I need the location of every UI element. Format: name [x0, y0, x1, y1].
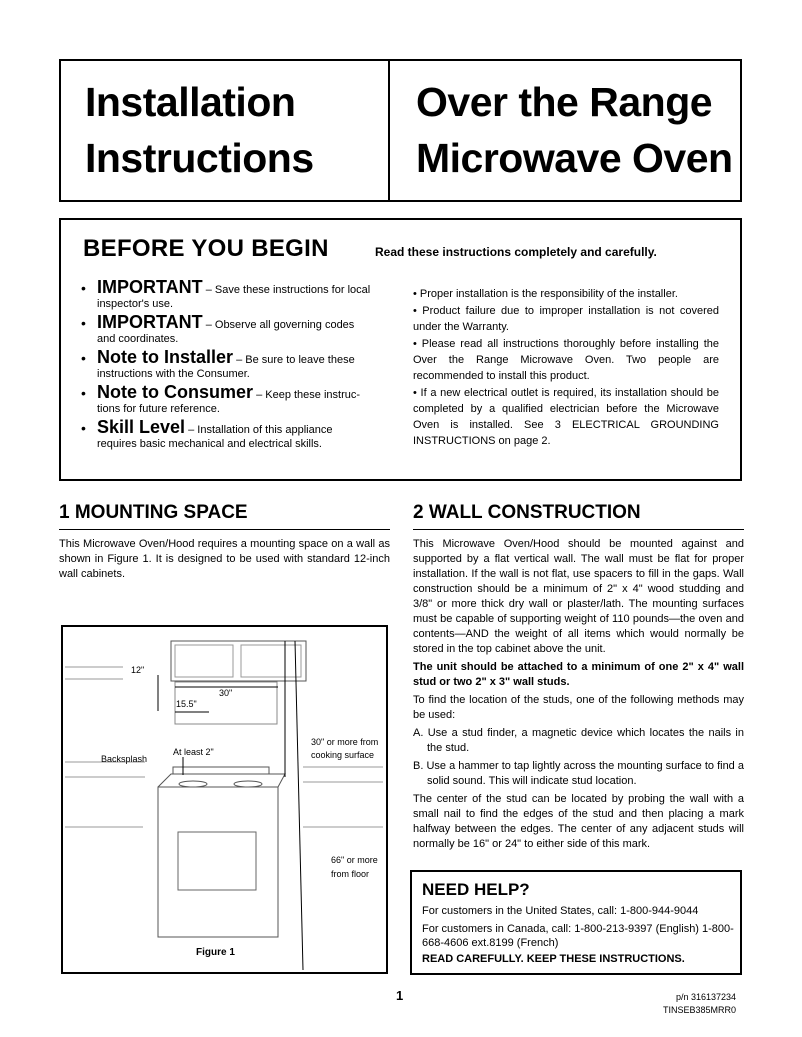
- cabinet-doors: [175, 645, 301, 677]
- title-left-line1: Installation: [85, 79, 296, 125]
- item-cont: requires basic mechanical and electrical skills.: [97, 438, 322, 450]
- dim-66-line: [295, 641, 303, 970]
- range-window: [178, 832, 256, 890]
- item-cont: inspector's use.: [97, 298, 174, 310]
- range-top: [158, 774, 285, 787]
- label-30-more-1: 30" or more from: [311, 737, 379, 747]
- bullet: •: [81, 315, 86, 331]
- list-item: [81, 312, 391, 346]
- need-help-box: [410, 870, 742, 975]
- item-label: IMPORTANT: [97, 312, 203, 332]
- bullet: •: [81, 385, 86, 401]
- upper-cabinet: [171, 641, 306, 681]
- item-cont: and coordinates.: [97, 333, 179, 345]
- label-12: 12": [131, 665, 145, 675]
- list-item: [81, 277, 391, 311]
- important-list: [81, 277, 391, 455]
- list-item: • Please read all instructions thoroughly before installing the Over the Range Microwave Oven. Two people are recommended to install this product.: [413, 338, 719, 382]
- list-item: • If a new electrical outlet is required, its installation should be completed by a qualified electrician before the Microwave Oven is installed. See 3 ELECTRICAL GROUNDING INSTRUCTIONS on page 2.: [413, 387, 719, 447]
- mounting-space-heading: 1 MOUNTING SPACE: [59, 502, 248, 523]
- item-label: Note to Consumer: [97, 382, 254, 402]
- title-right-line2: Microwave Oven: [416, 135, 733, 181]
- label-15-5: 15.5": [176, 699, 197, 709]
- list-item: [81, 417, 391, 451]
- label-30-more-2: cooking surface: [311, 750, 375, 760]
- range-body: [158, 787, 278, 937]
- before-you-begin-box: [59, 218, 742, 481]
- item-label: Skill Level: [97, 417, 186, 437]
- burner: [179, 781, 207, 787]
- wall-para-2-bold: The unit should be attached to a minimum of one 2" x 4" wall stud or two 2" x 3" wall studs.: [413, 661, 744, 688]
- burner: [234, 781, 262, 787]
- before-you-begin-subheading: Read these instructions completely and carefully.: [375, 245, 657, 259]
- bullet: •: [81, 280, 86, 296]
- mounting-space-body: This Microwave Oven/Hood requires a mounting space on a wall as shown in Figure 1. It is designed to be used with standard 12-inch wall cabinets.: [59, 538, 390, 580]
- title-box-left: [59, 59, 390, 202]
- mounting-space-rule: [59, 529, 390, 530]
- list-item: • Proper installation is the responsibility of the installer.: [413, 288, 678, 300]
- mounting-space-diagram: [63, 627, 386, 972]
- item-cont: tions for future reference.: [97, 403, 220, 415]
- wall-para-1: This Microwave Oven/Hood should be mounted against and supported by a flat vertical wall. The wall must be flat for proper installation. If the wall is not flat, use spacers to fill in the gaps. Wall construction should be a minimum of 2" x 4" wood studding and 3/8" or more thick dry wall or plaster/lath. The mounting surfaces must be capable of supporting weight of 110 pounds—the oven and contents—AND the weight of all items which would normally be stored in the top cabinet above the unit.: [413, 538, 744, 655]
- left-wall-cabinets: [65, 667, 148, 827]
- item-label: IMPORTANT: [97, 277, 203, 297]
- title-right-line1: Over the Range: [416, 79, 713, 125]
- document-code: TINSEB385MRR0: [663, 1005, 737, 1015]
- figure-1-box: [61, 625, 388, 974]
- label-66-2: from floor: [331, 869, 370, 879]
- before-you-begin-heading: BEFORE YOU BEGIN: [83, 235, 329, 262]
- backsplash-panel: [173, 767, 269, 774]
- label-30: 30": [219, 688, 233, 698]
- need-help-us: For customers in the United States, call: 1-800-944-9044: [422, 905, 699, 917]
- item-text: – Installation of this appliance: [185, 424, 333, 436]
- label-at-least-2: At least 2": [173, 747, 214, 757]
- page-number: 1: [396, 988, 404, 1003]
- wall-construction-heading: 2 WALL CONSTRUCTION: [413, 502, 641, 523]
- need-help-canada: For customers in Canada, call: 1-800-213-9397 (English) 1-800-668-4606 ext.8199 (French): [422, 923, 734, 949]
- wall-para-3: To find the location of the studs, one of the following methods may be used:: [413, 694, 744, 721]
- wall-construction-rule: [413, 529, 744, 530]
- item-text: – Save these instructions for local: [202, 284, 371, 296]
- list-item: • Product failure due to improper installation is not covered under the Warranty.: [413, 305, 719, 333]
- item-text: – Keep these instruc-: [253, 389, 361, 401]
- wall-construction-body: [413, 537, 744, 852]
- title-left-line2: Instructions: [85, 135, 314, 181]
- need-help-read: READ CAREFULLY. KEEP THESE INSTRUCTIONS.: [422, 953, 685, 965]
- item-text: – Be sure to leave these: [233, 354, 355, 366]
- item-label: Note to Installer: [97, 347, 234, 367]
- title-box-right: [388, 59, 742, 202]
- item-text: – Observe all governing codes: [202, 319, 355, 331]
- installer-notes-list: [413, 286, 719, 449]
- wall-item-b: B. Use a hammer to tap lightly across the mounting surface to find a solid sound. This will indicate stud location.: [413, 760, 744, 787]
- bullet: •: [81, 350, 86, 366]
- figure-caption: Figure 1: [196, 947, 235, 958]
- wall-item-a: A. Use a stud finder, a magnetic device which locates the nails in the stud.: [413, 727, 744, 754]
- part-number: p/n 316137234: [676, 992, 737, 1002]
- label-backsplash: Backsplash: [101, 754, 148, 764]
- bullet: •: [81, 420, 86, 436]
- list-item: [81, 382, 391, 416]
- item-cont: instructions with the Consumer.: [97, 368, 250, 380]
- label-66-1: 66" or more: [331, 855, 378, 865]
- list-item: [81, 347, 391, 381]
- need-help-title: NEED HELP?: [422, 880, 530, 899]
- right-wall-cabinets: [303, 767, 383, 827]
- wall-para-4: The center of the stud can be located by probing the wall with a small nail to find the edges of the stud and then placing a mark halfway between the edges. The center of any adjacent studs will normally be 16" or 24" to either side of this mark.: [413, 793, 744, 850]
